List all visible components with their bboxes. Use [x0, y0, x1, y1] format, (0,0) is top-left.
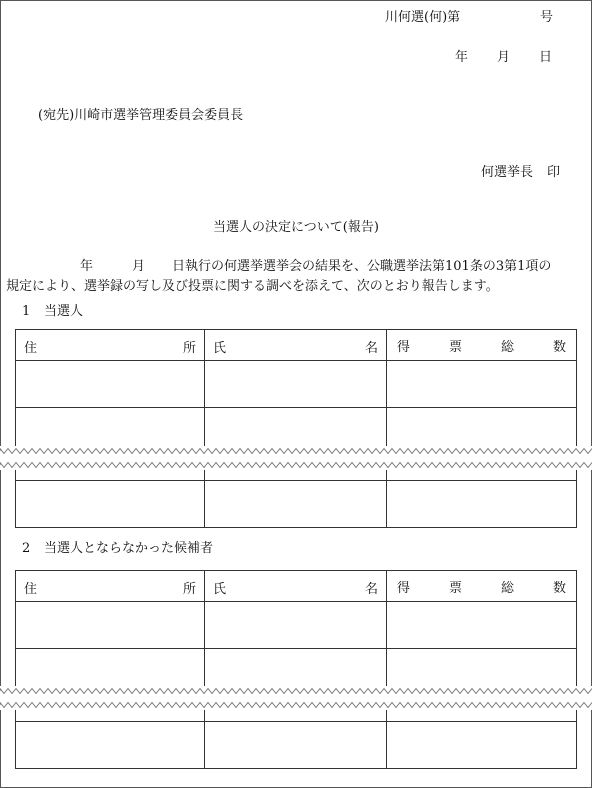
table-row — [16, 481, 577, 528]
header-votes-char: 票 — [448, 339, 462, 355]
name-cell — [205, 481, 387, 528]
votes-cell — [387, 602, 577, 649]
body-month: 月 — [132, 259, 146, 274]
section-1-heading — [22, 304, 83, 320]
section-1-title: 当選人 — [44, 304, 84, 319]
section-2-heading — [22, 541, 213, 557]
reference-number — [385, 10, 554, 26]
name-cell — [205, 361, 387, 408]
table-header-row — [16, 330, 577, 361]
header-address — [16, 330, 205, 361]
document-date — [455, 50, 552, 66]
header-address-right: 所 — [182, 341, 196, 356]
winners-table — [15, 329, 577, 528]
header-votes — [387, 330, 577, 361]
non-winners-table — [15, 570, 577, 769]
date-day: 日 — [539, 50, 553, 65]
section-1-number: 1 — [22, 304, 31, 319]
votes-cell — [387, 722, 577, 769]
section-2-title: 当選人とならなかった候補者 — [44, 541, 214, 556]
header-address — [16, 571, 205, 602]
address-cell — [16, 602, 205, 649]
header-name-right: 名 — [364, 341, 378, 356]
address-cell — [16, 481, 205, 528]
header-votes-char: 票 — [448, 580, 462, 596]
torn-break-divider — [0, 446, 592, 470]
sender — [481, 165, 560, 181]
reference-prefix: 川何選(何)第 — [385, 10, 461, 25]
header-votes-char: 総 — [500, 339, 514, 355]
date-month: 月 — [497, 50, 511, 65]
table-row — [16, 602, 577, 649]
header-address-right: 所 — [182, 582, 196, 597]
sender-name: 何選挙長 — [481, 165, 534, 180]
body-line2: 規定により、選挙録の写し及び投票に関する調べを添えて、次のとおり報告します。 — [6, 279, 499, 294]
header-name — [205, 330, 387, 361]
table-row — [16, 361, 577, 408]
header-name — [205, 571, 387, 602]
header-votes-char: 得 — [397, 339, 411, 355]
addressee: (宛先)川崎市選挙管理委員会委員長 — [38, 108, 244, 123]
table-header-row — [16, 571, 577, 602]
header-votes-char: 数 — [552, 339, 566, 355]
document-title: 当選人の決定について(報告) — [213, 220, 379, 235]
seal-mark: 印 — [547, 165, 561, 180]
table-row — [16, 722, 577, 769]
header-name-left: 氏 — [213, 341, 227, 356]
address-cell — [16, 361, 205, 408]
header-name-left: 氏 — [213, 582, 227, 597]
votes-cell — [387, 481, 577, 528]
body-line1: 日執行の何選挙選挙会の結果を、公職選挙法第101条の3第1項の — [172, 259, 552, 274]
name-cell — [205, 722, 387, 769]
votes-cell — [387, 361, 577, 408]
torn-break-divider — [0, 686, 592, 710]
body-year: 年 — [80, 259, 94, 274]
body-paragraph — [6, 257, 587, 297]
reference-suffix: 号 — [540, 10, 554, 25]
name-cell — [205, 602, 387, 649]
header-votes — [387, 571, 577, 602]
section-2-number: 2 — [22, 541, 31, 556]
header-votes-char: 得 — [397, 580, 411, 596]
address-cell — [16, 722, 205, 769]
date-year: 年 — [455, 50, 469, 65]
header-address-left: 住 — [24, 341, 38, 356]
header-votes-char: 総 — [500, 580, 514, 596]
header-address-left: 住 — [24, 582, 38, 597]
header-votes-char: 数 — [552, 580, 566, 596]
header-name-right: 名 — [364, 582, 378, 597]
